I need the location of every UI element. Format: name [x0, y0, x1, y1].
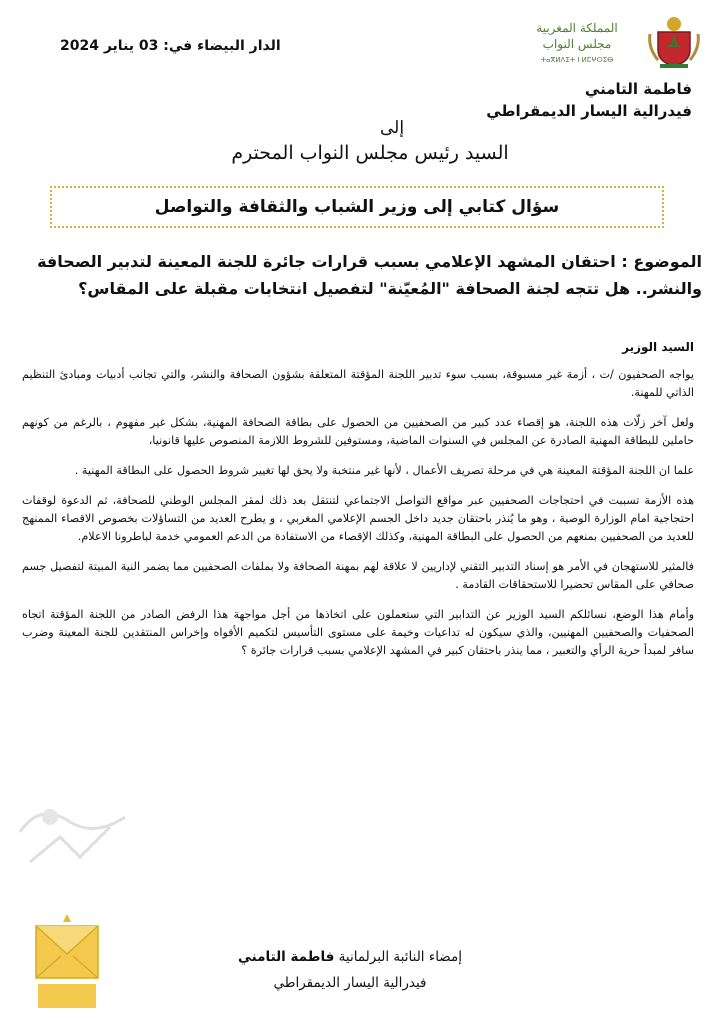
author-party: فيدرالية اليسار الديمقراطي [486, 102, 692, 120]
body-paragraph: فالمثير للاستهجان في الأمر هو إسناد التدبير التقني لإداريين لا علاقة لهم بمهنة الصحافة ولا بملفات الصحفيين مما يضمر النية المبيتة لتفصيل جسم صحافي على المقاس تحضيرا للاستحقاقات القادمة . [22, 560, 694, 591]
addressee-text: السيد رئيس مجلس النواب المحترم [231, 142, 509, 164]
question-title-box: سؤال كتابي إلى وزير الشباب والثقافة والتواصل [50, 186, 664, 228]
party-logo-envelope-icon [32, 896, 102, 1014]
signature-block [220, 944, 480, 996]
body-paragraph: يواجه الصحفيون /ت ، أزمة غير مسبوقة، بسبب سوء تدبير اللجنة المؤقتة المتعلقة بشؤون الصحافة والنشر، والتي تجانب أدبيات ومبادئ التنظيم الذاتي للمهنة. [22, 368, 694, 399]
letter-body [22, 366, 694, 672]
morocco-coat-of-arms-icon [646, 14, 702, 70]
addressee [180, 120, 560, 172]
institution-header [502, 14, 702, 74]
addressee-prep: إلى [380, 118, 405, 138]
body-paragraph: وأمام هذا الوضع، نسائلكم السيد الوزير عن التدابير التي ستعملون على اتخاذها من أجل مواجهة هذا الرفض الصادر من اللجنة المؤقتة اتجاه الصحفيات والصحفيين المهنيين، والذي سيكون له تداعيات وخيمة على مستوى التأسيس لتكميم الأفواه وإخراس المنتقدين للجنة المعينة وضرب سافر لمبدأ حرية الرأي والتعبير ، مما ينذر باحتقان كبير في المشهد الإعلامي بسبب قرارات جائرة ؟ [22, 608, 694, 657]
signature-prefix: إمضاء النائبة البرلمانية [338, 949, 462, 965]
institution-latin: ⵜⴰⴳⵍⴷⵉⵜ ⵏ ⵍⵎⵖⵔⵉⴱ [540, 56, 614, 64]
date-line: الدار البيضاء في: 03 يناير 2024 [60, 38, 281, 54]
institution-name: المملكة المغربية مجلس النواب [536, 21, 618, 51]
signature-line-1 [220, 944, 480, 970]
body-paragraph: ولعل آخر زلّات هذه اللجنة، هو إقصاء عدد كبير من الصحفيين من الحصول على بطاقة الصحافة المهنية، بشكل غير مفهوم ، بالرغم من كونهم حاملين للبطاقة المهنية الصادرة عن المجلس في السنوات الماضية، ومستوفين للشروط اللازمة المنصوص عليها قانونيا، [22, 416, 694, 447]
watermark-decoration [10, 792, 140, 882]
signature-name: فاطمة التامني [237, 949, 335, 965]
subject-heading: الموضوع : احتقان المشهد الإعلامي بسبب قرارات جائرة للجنة المعينة لتدبير الصحافة والنشر.. هل تتجه لجنة الصحافة "المُعيّنة" لتفصيل انتخابات مقبلة على المقاس؟ [37, 252, 702, 298]
salutation: السيد الوزير [622, 340, 694, 354]
body-paragraph: علما ان اللجنة المؤقتة المعينة هي في مرحلة تصريف الأعمال ، لأنها غير منتخبة ولا يحق لها تغيير شروط الحصول على البطاقة المهنية . [74, 464, 694, 477]
signature-line-2: فيدرالية اليسار الديمقراطي [273, 975, 427, 991]
body-paragraph: هذه الأزمة تسببت في احتجاجات الصحفيين عبر مواقع التواصل الاجتماعي لتنتقل بعد ذلك لمقر المجلس الوطني للصحافة، ثم الدعوة لوقفات احتجاجية امام الوزارة الوصية ، وهو ما يُنذر باحتقان جديد داخل الجسم الإعلامي المغربي ، و يطرح العديد من التساؤلات بخصوص الاقصاء الممنهج للعديد من الصحفيين بمنعهم من الحصول على البطاقة المهنية، وكذلك الإقصاء من الاستفادة من الدعم العمومي خدمة لباطرونا الاعلام. [22, 494, 694, 543]
author-block [486, 78, 692, 122]
author-name: فاطمة التامني [584, 80, 692, 98]
